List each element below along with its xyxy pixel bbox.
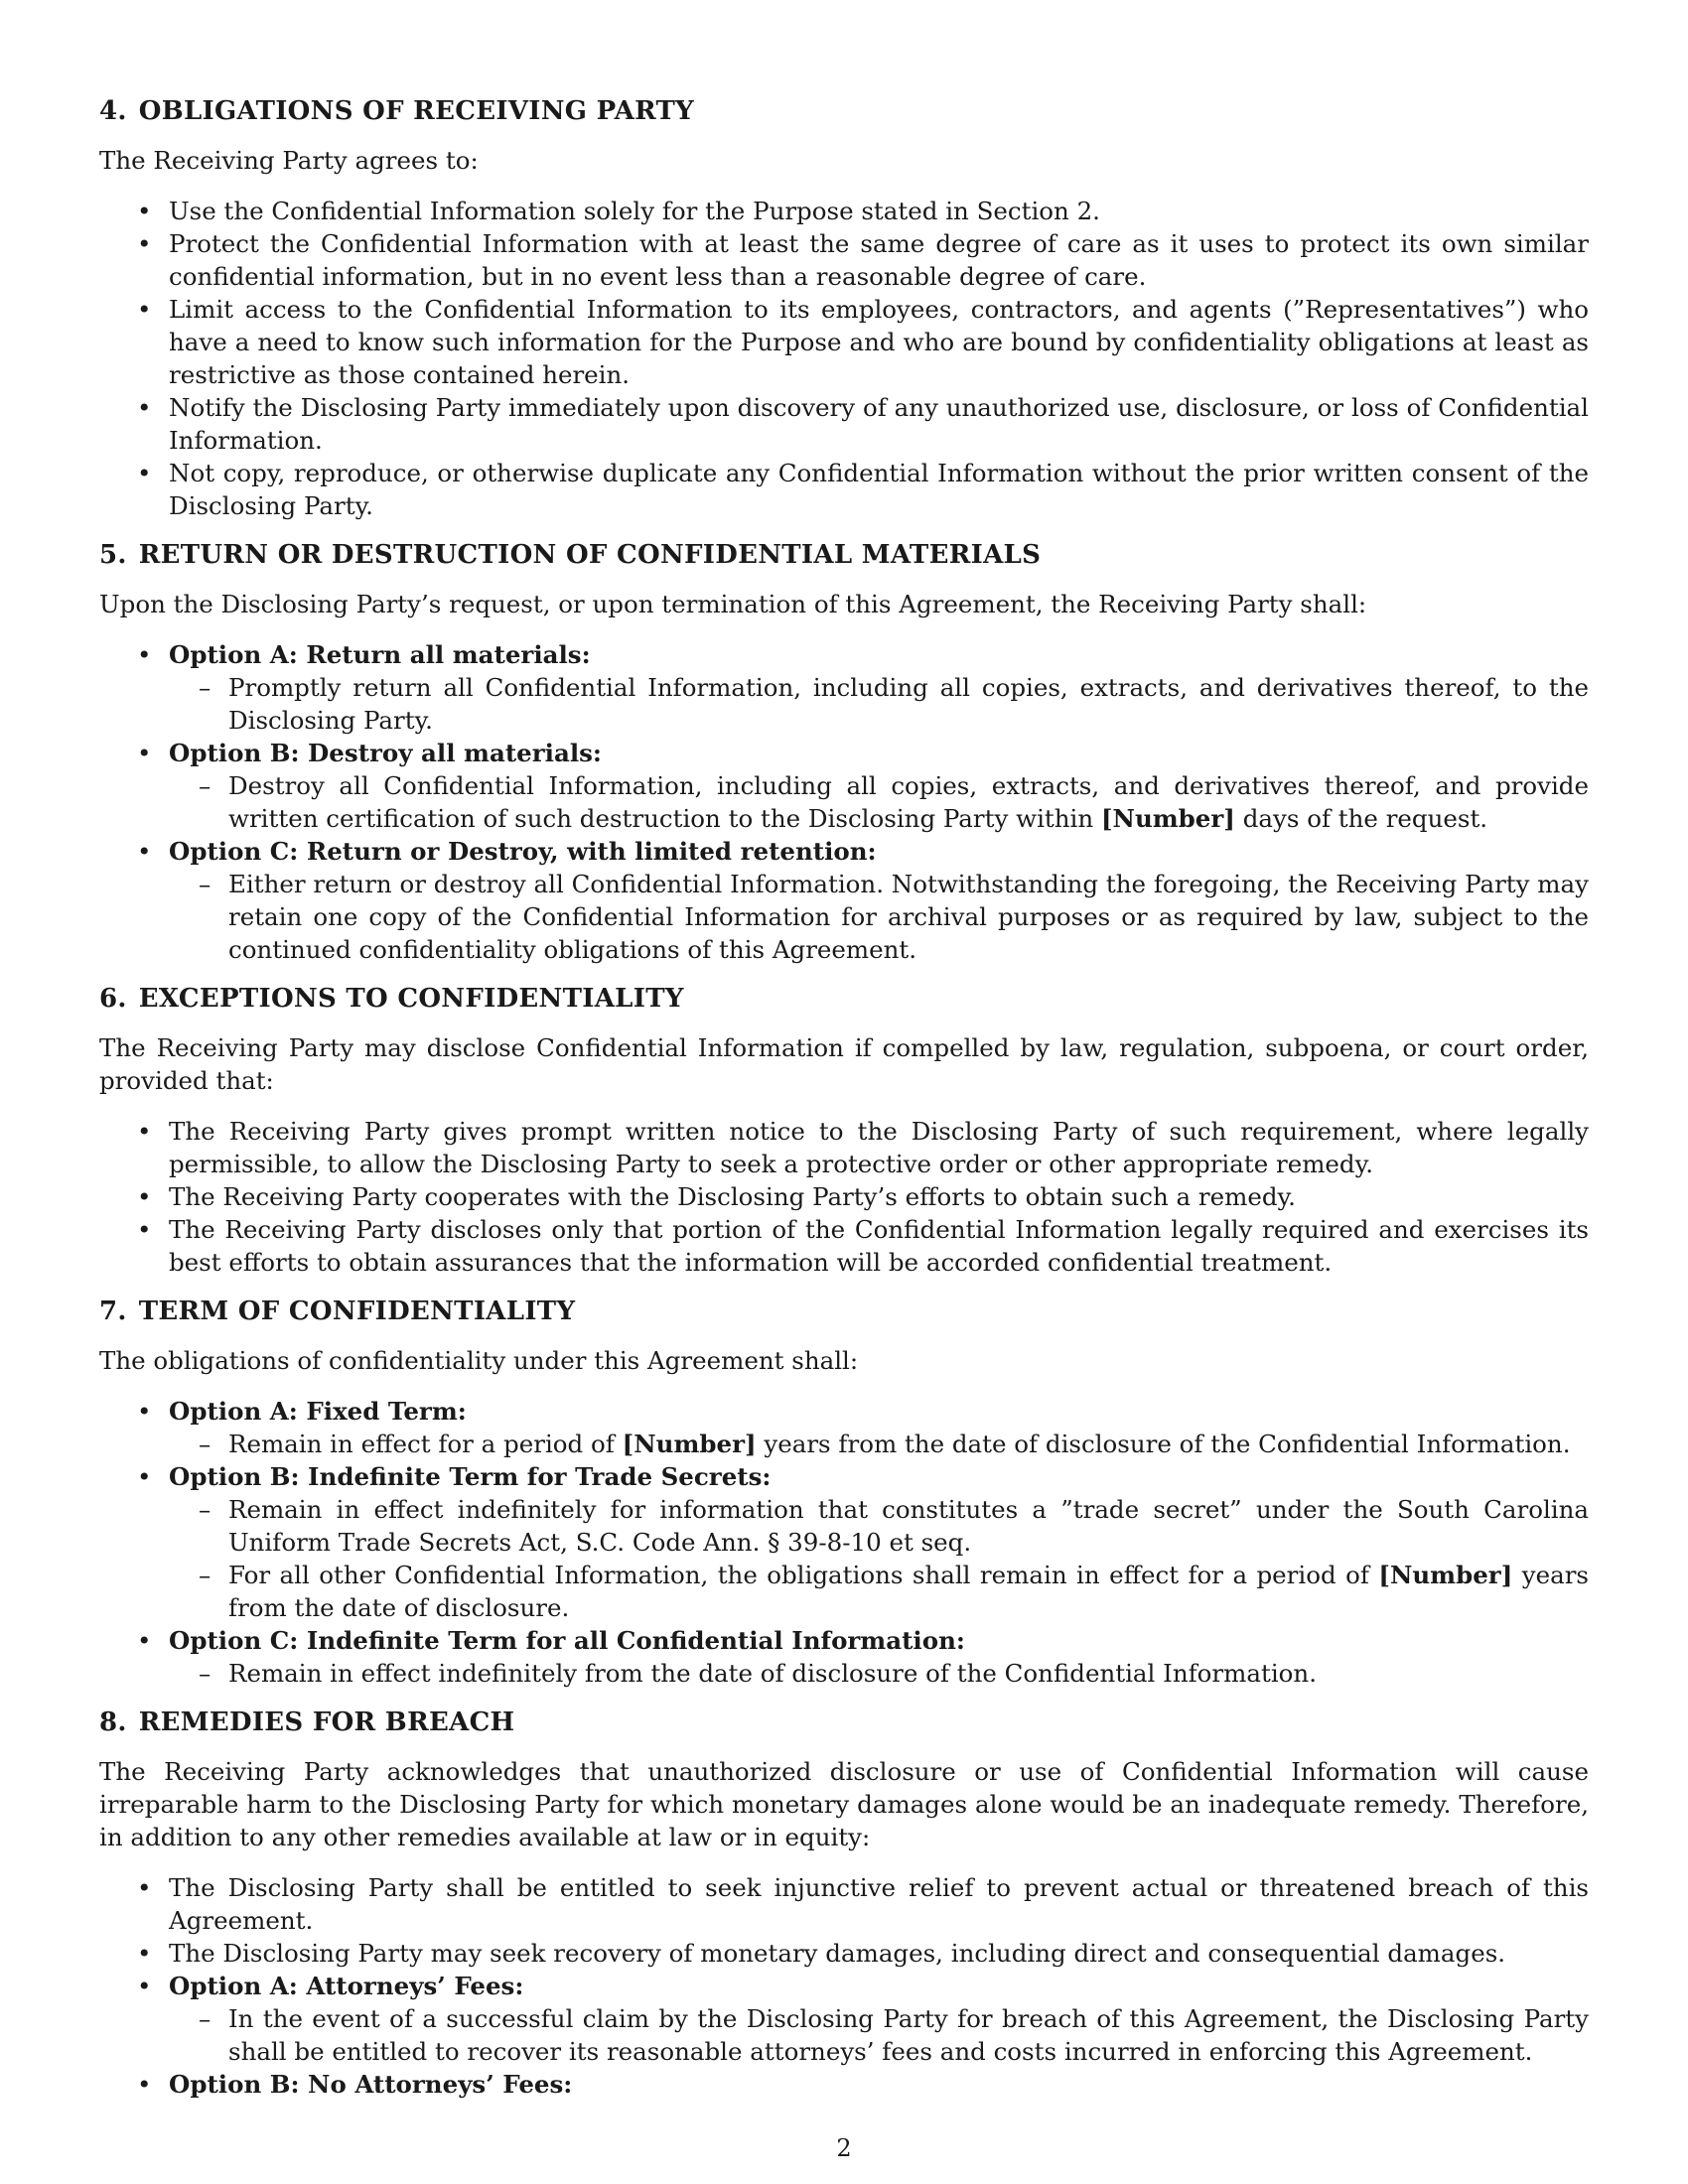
section-title: TERM OF CONFIDENTIALITY [138,1297,576,1326]
list-item: • The Receiving Party cooperates with the Disclosing Party’s efforts to obtain such a remedy. [99,1180,1589,1213]
page-number: 2 [836,2134,852,2162]
list-item: • The Receiving Party gives prompt written notice to the Disclosing Party of such requirement, where legally permissible, to allow the Disclosing Party to seek a protective order or other appropriate remedy. [99,1115,1589,1180]
option-label: Option C: Indefinite Term for all Confidential Information: [169,1626,965,1655]
sub-item-text: For all other Confidential Information, the obligations shall remain in effect for a period of [228,1561,1369,1589]
list-item: • Not copy, reproduce, or otherwise duplicate any Confidential Information without the prior written consent of the Disclosing Party. [99,457,1589,522]
option-label: Option B: Destroy all materials: [169,739,602,767]
option-label: Option B: Indefinite Term for Trade Secrets: [169,1462,772,1491]
sub-item-text: days of the request. [1242,804,1488,833]
option-label: Option C: Return or Destroy, with limited retention: [169,837,877,866]
option-sublist [169,2002,1589,2068]
option-sublist [169,769,1589,835]
section-7-intro: The obligations of confidentiality under this Agreement shall: [99,1346,859,1375]
list-item: • The Disclosing Party shall be entitled to seek injunctive relief to prevent actual or threatened breach of this Agreement. [99,1871,1589,1937]
section-title: REMEDIES FOR BREACH [138,1707,515,1737]
sub-item-text: years from the date of disclosure of the Confidential Information. [764,1430,1571,1458]
document-page [99,94,1589,2116]
section-7-list [99,1395,1589,1690]
option-sublist [169,1428,1589,1460]
section-8-list [99,1871,1589,2101]
option-sublist [169,671,1589,737]
sub-item: – Remain in effect indefinitely from the date of disclosure of the Confidential Information. [169,1657,1589,1690]
option-sublist [169,868,1589,966]
list-item: • Use the Confidential Information solely for the Purpose stated in Section 2. [99,195,1589,227]
section-7-heading [99,1295,1589,1328]
option-item [99,1395,1589,1460]
list-item: • Notify the Disclosing Party immediately upon discovery of any unauthorized use, disclosure, or loss of Confidential Information. [99,391,1589,457]
list-item: • Limit access to the Confidential Information to its employees, contractors, and agents (”Representatives”) who have a need to know such information for the Purpose and who are bound by confidentiality obligations at least as restrictive as those contained herein. [99,293,1589,391]
option-sublist [169,1493,1589,1624]
section-5-intro: Upon the Disclosing Party’s request, or upon termination of this Agreement, the Receiving Party shall: [99,590,1367,618]
list-item: • The Disclosing Party may seek recovery of monetary damages, including direct and consequential damages. [99,1937,1589,1970]
sub-item: – Either return or destroy all Confidential Information. Notwithstanding the foregoing, the Receiving Party may retain one copy of the Confidential Information for archival purposes or as required by law, subject to the continued confidentiality obligations of this Agreement. [169,868,1589,966]
section-5-heading [99,538,1589,572]
option-label: Option A: Attorneys’ Fees: [169,1972,524,2000]
sub-item [169,769,1589,835]
section-title: RETURN OR DESTRUCTION OF CONFIDENTIAL MATERIALS [138,540,1042,570]
section-4-list [99,195,1589,522]
option-item [99,835,1589,966]
option-item [99,2068,1589,2101]
section-number: 5. [99,540,127,570]
sub-item: – In the event of a successful claim by the Disclosing Party for breach of this Agreement, the Disclosing Party shall be entitled to recover its reasonable attorneys’ fees and costs incurred in enforcing this Agreement. [169,2002,1589,2068]
sub-item-text: Destroy all Confidential Information, including all copies, extracts, and derivatives thereof, and provide written certification of such destruction to the Disclosing Party within [228,771,1589,833]
sub-item-text: Remain in effect for a period of [228,1430,615,1458]
section-title: OBLIGATIONS OF RECEIVING PARTY [138,96,695,126]
sub-item-text: years from the date of disclosure. [228,1561,1589,1622]
section-6 [99,982,1589,1279]
section-6-intro: The Receiving Party may disclose Confidential Information if compelled by law, regulation, subpoena, or court order, provided that: [99,1033,1589,1095]
section-number: 7. [99,1297,127,1326]
section-7 [99,1295,1589,1690]
section-number: 6. [99,984,127,1014]
option-label: Option B: No Attorneys’ Fees: [169,2070,573,2099]
option-item [99,1460,1589,1624]
placeholder-number: [Number] [622,1430,757,1458]
sub-item [169,1559,1589,1624]
section-4-heading [99,94,1589,128]
list-item: • The Receiving Party discloses only that portion of the Confidential Information legally required and exercises its best efforts to obtain assurances that the information will be accorded confidential treatment. [99,1213,1589,1279]
list-item: • Protect the Confidential Information with at least the same degree of care as it uses to protect its own similar confidential information, but in no event less than a reasonable degree of care. [99,227,1589,293]
section-4-intro: The Receiving Party agrees to: [99,146,479,175]
section-title: EXCEPTIONS TO CONFIDENTIALITY [138,984,684,1014]
section-6-list [99,1115,1589,1279]
section-5 [99,538,1589,966]
sub-item: – Remain in effect indefinitely for information that constitutes a ”trade secret” under the South Carolina Uniform Trade Secrets Act, S.C. Code Ann. § 39-8-10 et seq. [169,1493,1589,1559]
option-item [99,737,1589,835]
section-number: 4. [99,96,127,126]
placeholder-number: [Number] [1100,804,1235,833]
option-label: Option A: Fixed Term: [169,1397,467,1426]
section-5-list [99,638,1589,966]
section-6-heading [99,982,1589,1016]
option-label: Option A: Return all materials: [169,640,591,669]
option-item [99,1970,1589,2068]
section-8-intro: The Receiving Party acknowledges that unauthorized disclosure or use of Confidential Information will cause irreparable harm to the Disclosing Party for which monetary damages alone would be an inadequate remedy. Therefore, in addition to any other remedies available at law or in equity: [99,1757,1589,1851]
placeholder-number: [Number] [1378,1561,1513,1589]
section-8-heading [99,1706,1589,1739]
option-item [99,638,1589,737]
sub-item [169,1428,1589,1460]
sub-item: – Promptly return all Confidential Information, including all copies, extracts, and derivatives thereof, to the Disclosing Party. [169,671,1589,737]
option-item [99,1624,1589,1690]
section-8 [99,1706,1589,2101]
section-number: 8. [99,1707,127,1737]
section-4 [99,94,1589,522]
option-sublist [169,1657,1589,1690]
